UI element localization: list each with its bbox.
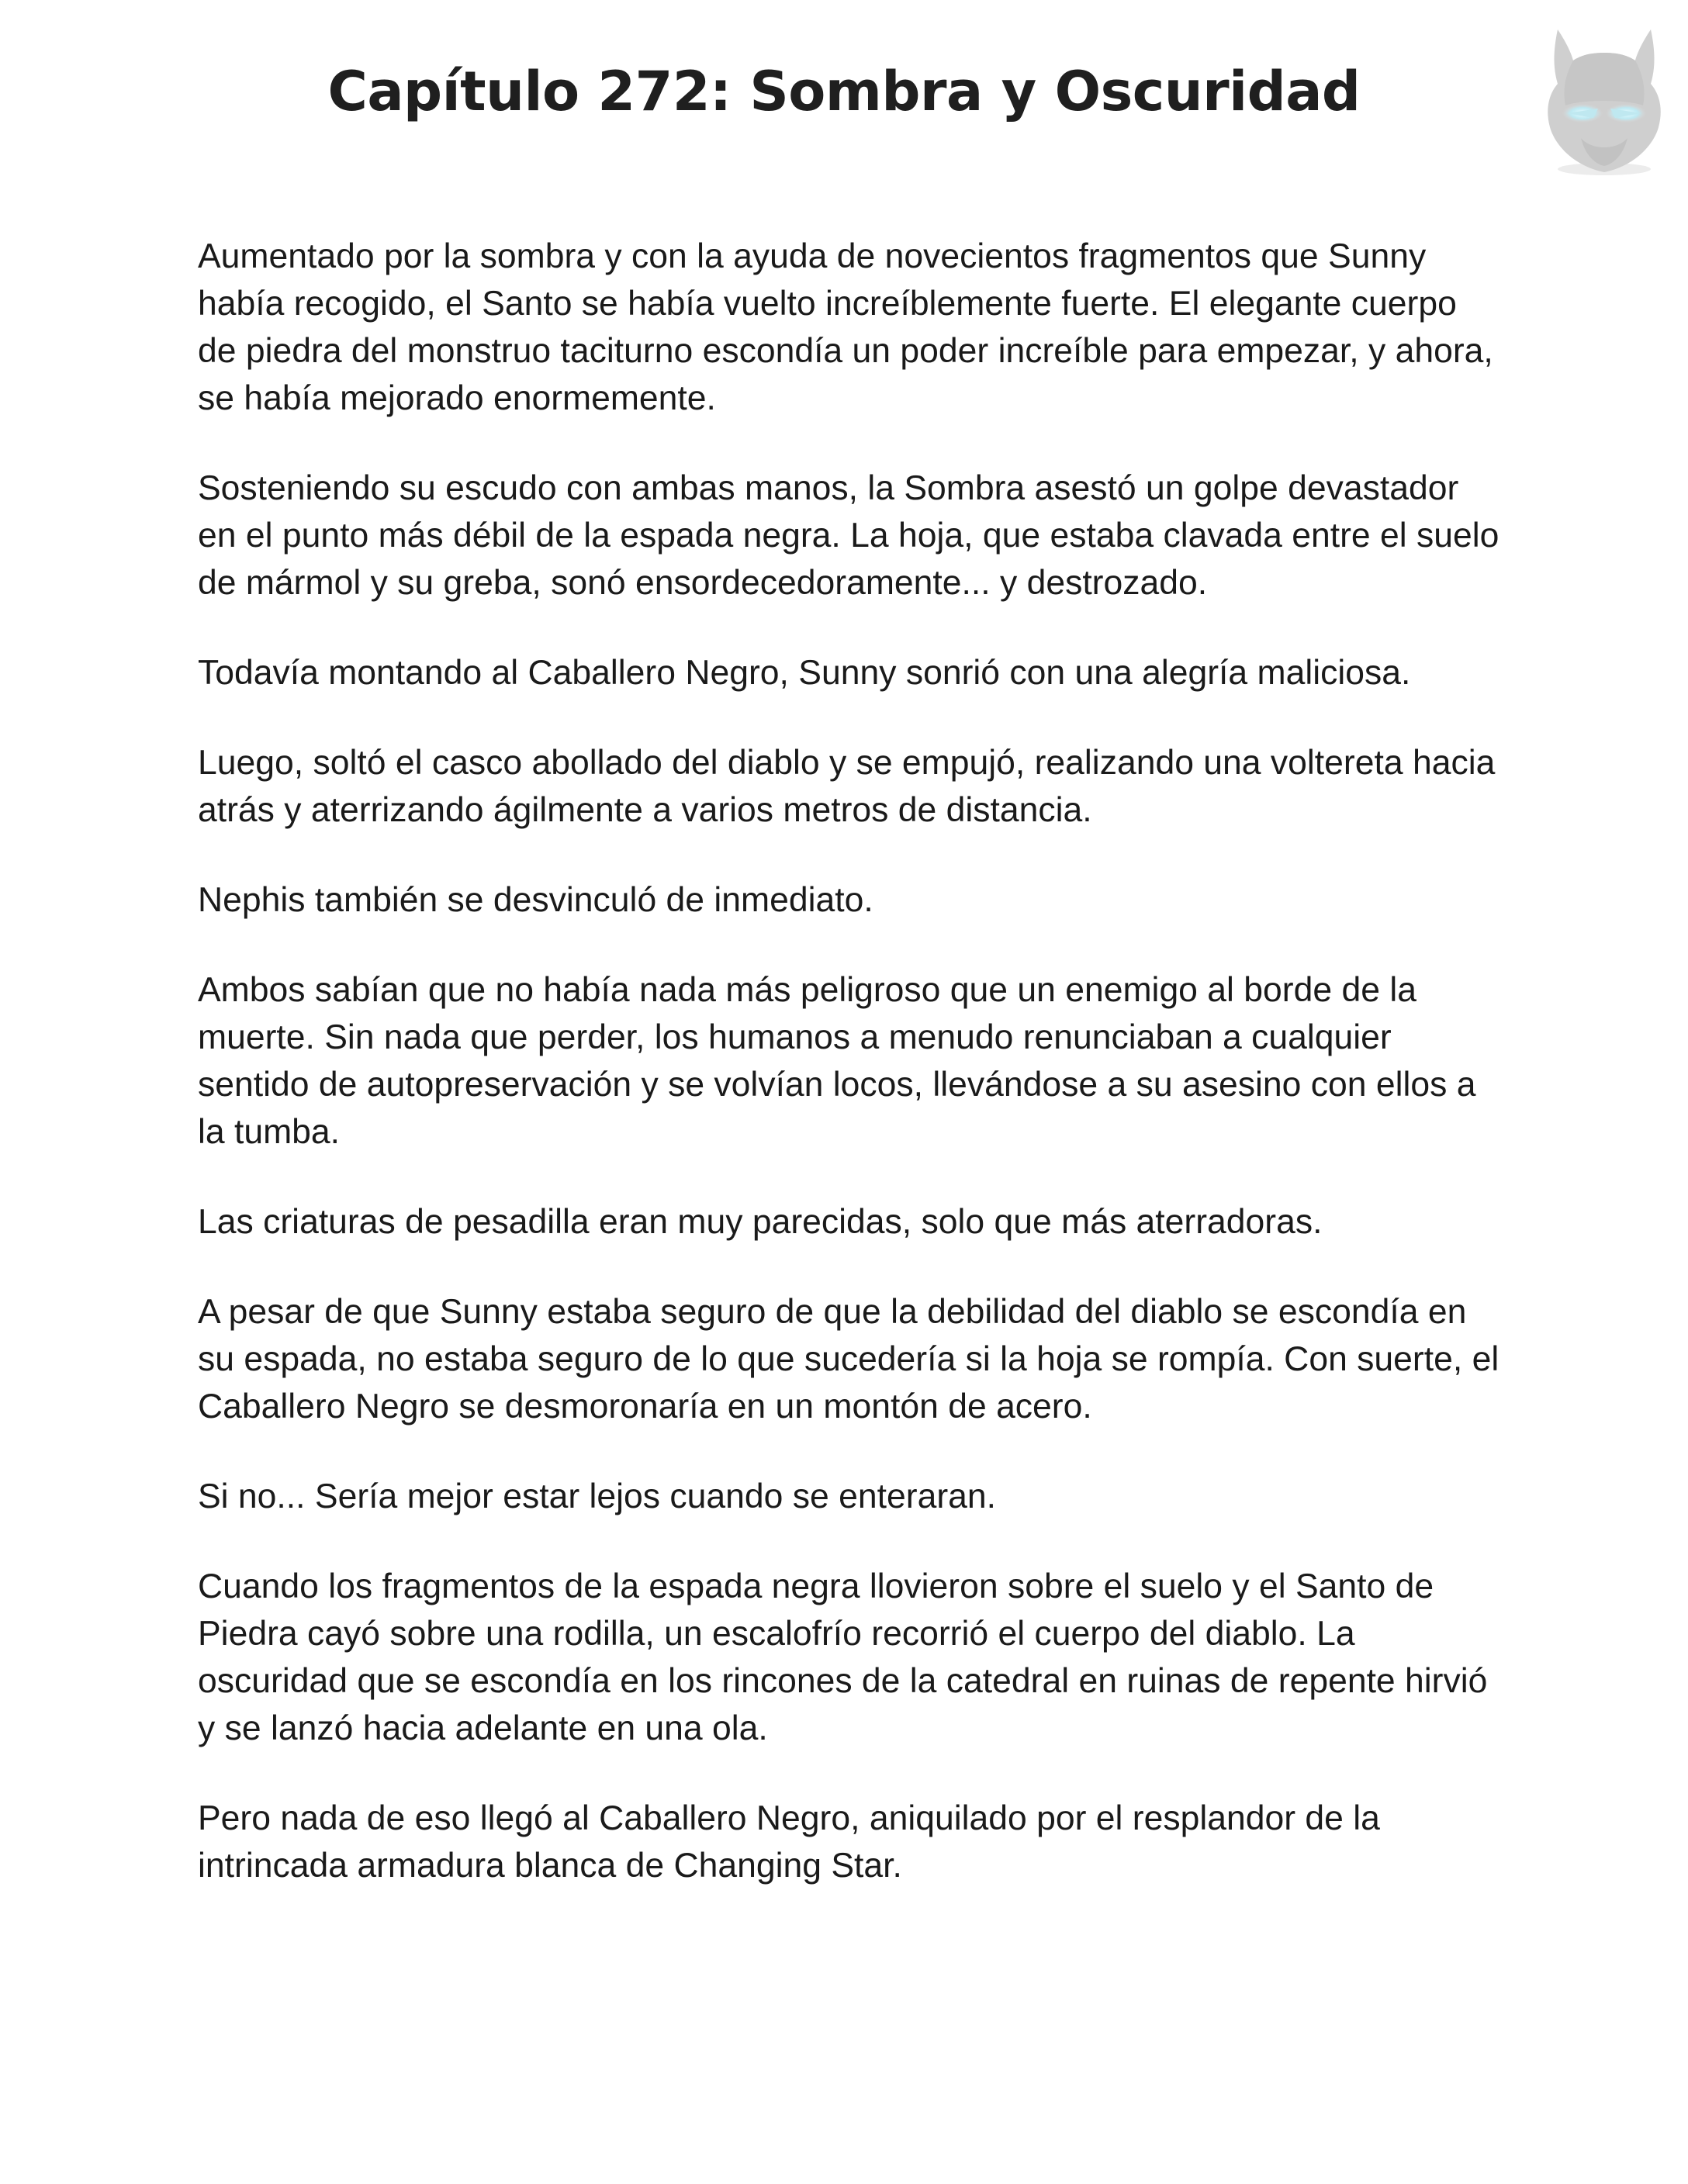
paragraph: Las criaturas de pesadilla eran muy parecidas, solo que más aterradoras. [198, 1203, 1323, 1241]
paragraph: A pesar de que Sunny estaba seguro de que la debilidad del diablo se escondía en su espada, no estaba seguro de lo que sucedería si la hoja se rompía. Con suerte, el Caballero Negro se desmoronaría en un montón de acero. [198, 1293, 1499, 1425]
paragraph: Sosteniendo su escudo con ambas manos, la Sombra asestó un golpe devastador en el punto más débil de la espada negra. La hoja, que estaba clavada entre el suelo de mármol y su greba, sonó ensordecedoramente... y destrozado. [198, 469, 1499, 602]
chapter-title: Capítulo 272: Sombra y Oscuridad [327, 60, 1361, 123]
paragraph: Aumentado por la sombra y con la ayuda de novecientos fragmentos que Sunny había recogido, el Santo se había vuelto increíblemente fuerte. El elegante cuerpo de piedra del monstruo taciturno escondía un poder increíble para empezar, y ahora, se había mejorado enormemente. [198, 237, 1493, 417]
paragraph: Cuando los fragmentos de la espada negra llovieron sobre el suelo y el Santo de Piedra cayó sobre una rodilla, un escalofrío recorrió el cuerpo del diablo. La oscuridad que se escondía en los rincones de la catedral en ruinas de repente hirvió y se lanzó hacia adelante en una ola. [198, 1567, 1488, 1747]
paragraph: Ambos sabían que no había nada más peligroso que un enemigo al borde de la muerte. Sin nada que perder, los humanos a menudo renunciaban a cualquier sentido de autopreservación y se volvían locos, llevándose a su asesino con ellos a la tumba. [198, 971, 1476, 1151]
demon-head-icon [1527, 14, 1682, 185]
paragraph: Todavía montando al Caballero Negro, Sunny sonrió con una alegría maliciosa. [198, 654, 1411, 692]
paragraph: Si no... Sería mejor estar lejos cuando se enteraran. [198, 1477, 996, 1515]
paragraph: Pero nada de eso llegó al Caballero Negro, aniquilado por el resplandor de la intrincada armadura blanca de Changing Star. [198, 1799, 1380, 1885]
paragraph: Luego, soltó el casco abollado del diablo y se empujó, realizando una voltereta hacia atrás y aterrizando ágilmente a varios metros de distancia. [198, 744, 1496, 829]
paragraph: Nephis también se desvinculó de inmediato. [198, 881, 873, 919]
chapter-body [198, 233, 1501, 1932]
